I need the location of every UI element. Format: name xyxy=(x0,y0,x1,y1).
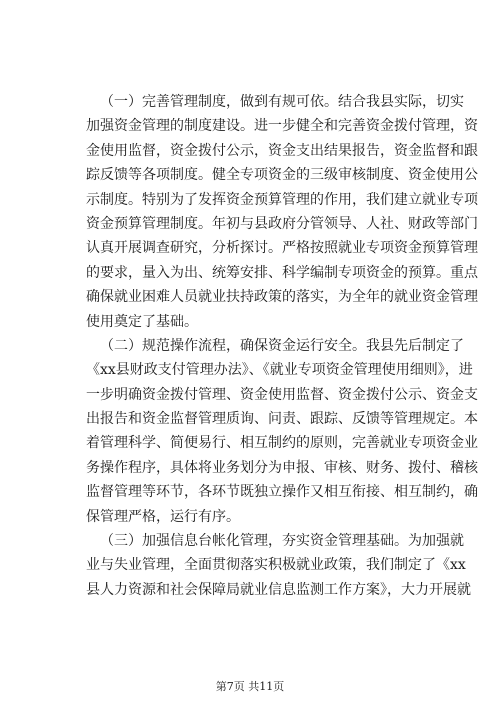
text-line: （二）规范操作流程，确保资金运行安全。我县先后制定了 xyxy=(100,337,464,354)
text-line: （一）完善管理制度，做到有规可依。结合我县实际，切实 xyxy=(100,94,464,110)
text-line: 确保就业困难人员就业扶持政策的落实，为全年的就业资金管理 xyxy=(86,289,478,306)
text-line: 保管理严格，运行有序。 xyxy=(86,508,240,525)
text-line: 监督管理等环节，各环节既独立操作又相互衔接、相互制约，确 xyxy=(86,484,478,501)
text-line: 业与失业管理，全面贯彻落实积极就业政策，我们制定了《xx xyxy=(86,557,466,574)
document-body xyxy=(86,90,478,602)
text-line: 县人力资源和社会保障局就业信息监测工作方案》，大力开展就 xyxy=(86,581,471,598)
text-line: 加强资金管理的制度建设。进一步健全和完善资金拨付管理，资 xyxy=(86,118,478,135)
text-line: 出报告和资金监督管理质询、问责、跟踪、反馈等管理规定。本 xyxy=(86,411,478,428)
text-line: 踪反馈等各项制度。健全专项资金的三级审核制度、资金使用公 xyxy=(86,167,478,184)
text-line: 务操作程序，具体将业务划分为申报、审核、财务、拨付、稽核 xyxy=(86,459,478,476)
text-line: 资金预算管理制度。年初与县政府分管领导、人社、财政等部门 xyxy=(86,215,478,232)
text-line: 的要求，量入为出、统筹安排、科学编制专项资金的预算。重点 xyxy=(86,264,478,281)
text-line: 认真开展调查研究，分析探讨。严格按照就业专项资金预算管理 xyxy=(86,240,478,257)
text-line: 着管理科学、简便易行、相互制约的原则，完善就业专项资金业 xyxy=(86,435,478,452)
text-line: 使用奠定了基础。 xyxy=(86,313,198,330)
text-line: （三）加强信息台帐化管理，夯实资金管理基础。为加强就 xyxy=(100,533,464,550)
text-line: 一步明确资金拨付管理、资金使用监督、资金拨付公示、资金支 xyxy=(86,386,478,403)
text-line: 示制度。特别为了发挥资金预算管理的作用，我们建立就业专项 xyxy=(86,191,478,208)
text-line: 金使用监督，资金拨付公示，资金支出结果报告，资金监督和跟 xyxy=(86,142,478,159)
page-number-footer: 第7页 共11页 xyxy=(215,680,285,693)
text-line: 《xx县财政支付管理办法》、《就业专项资金管理使用细则》，进 xyxy=(86,362,473,379)
